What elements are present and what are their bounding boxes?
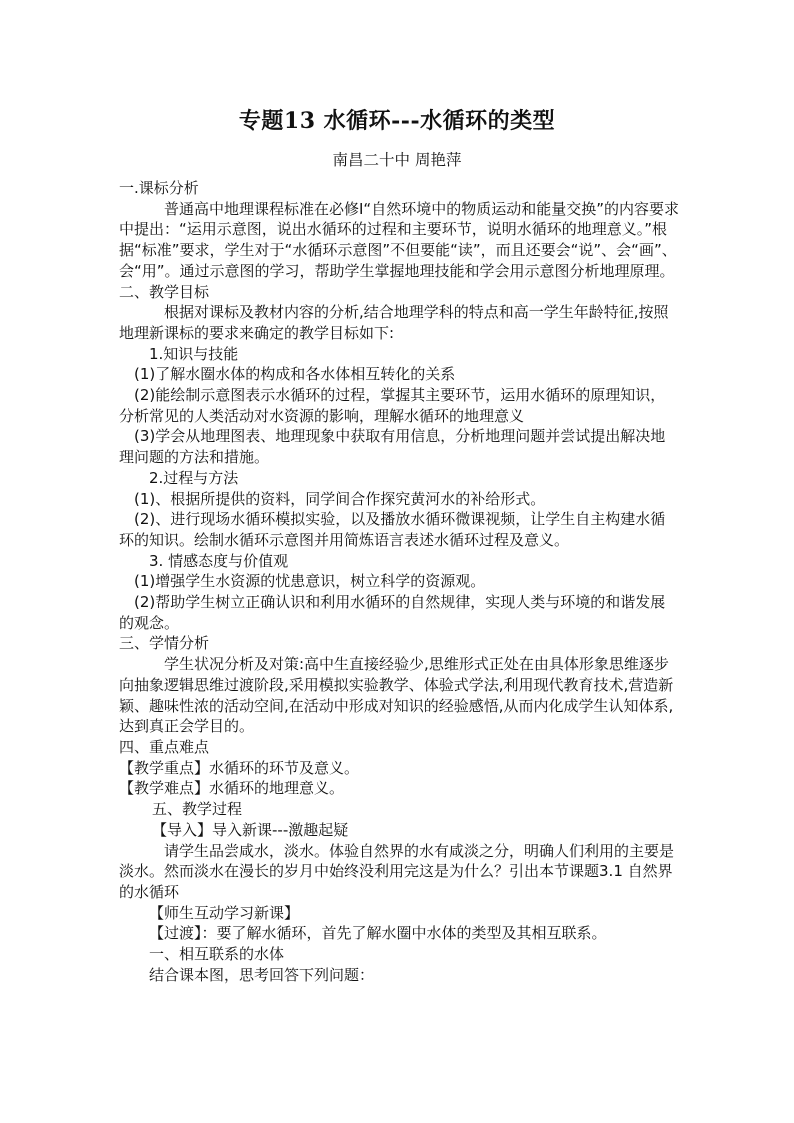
section-heading: 三、学情分析 bbox=[119, 634, 210, 653]
section-heading: 五、教学过程 bbox=[152, 800, 243, 819]
paragraph: 根据对课标及教材内容的分析,结合地理学科的特点和高一学生年龄特征,按照地理新课标的要求来确定的教学目标如下: bbox=[119, 303, 669, 342]
subsection-heading: 1.知识与技能 bbox=[149, 344, 239, 363]
author-line: 南昌二十中 周艳萍 bbox=[332, 151, 462, 169]
key-point: 【教学重点】水循环的环节及意义。 bbox=[119, 758, 360, 777]
intro-line: 【导入】导入新课---激趣起疑 bbox=[152, 820, 349, 839]
paragraph: 普通高中地理课程标准在必修Ⅰ“自然环境中的物质运动和能量交换”的内容要求中提出：“运用示意图，说出水循环的过程和主要环节，说明水循环的地理意义。”根据“标准”要求，学生对于“水循环示意图”不但要能“读”，而且还要会“说”、会“画”、会“用”。通过示意图的学习，帮助学生掌握地理技能和学会用示意图分析地理原理。 bbox=[119, 199, 679, 280]
transition-line: 【过渡】：要了解水循环，首先了解水圈中水体的类型及其相互联系。 bbox=[149, 924, 607, 943]
interaction-heading: 【师生互动学习新课】 bbox=[149, 903, 300, 922]
section-heading: 四、重点难点 bbox=[119, 737, 210, 756]
list-item: (2)帮助学生树立正确认识和利用水循环的自然规律，实现人类与环境的和谐发展的观念。 bbox=[119, 593, 666, 632]
difficult-point: 【教学难点】水循环的地理意义。 bbox=[119, 779, 345, 798]
list-item: (1)了解水圈水体的构成和各水体相互转化的关系 bbox=[134, 365, 456, 384]
paragraph: 学生状况分析及对策:高中生直接经验少,思维形式正处在由具体形象思维逐步向抽象逻辑思维过渡阶段,采用模拟实验教学、体验式学法,利用现代教育技术,营造新颖、趣味性浓的活动空间,在活动中形成对知识的经验感悟,从而内化成学生认知体系,达到真正会学目的。 bbox=[119, 655, 674, 736]
document-body bbox=[119, 178, 679, 985]
section-heading: 一.课标分析 bbox=[119, 179, 199, 197]
task-line: 结合课本图，思考回答下列问题： bbox=[149, 965, 375, 984]
paragraph: 请学生品尝咸水，淡水。体验自然界的水有咸淡之分，明确人们利用的主要是淡水。然而淡水在漫长的岁月中始终没利用完这是为什么？引出本节课题3.1 自然界的水循环 bbox=[119, 841, 675, 901]
subsection-heading: 3. 情感态度与价值观 bbox=[149, 551, 289, 570]
list-item: (3)学会从地理图表、地理现象中获取有用信息，分析地理问题并尝试提出解决地理问题的方法和措施。 bbox=[119, 427, 666, 467]
list-item: (2)、进行现场水循环模拟实验，以及播放水循环微课视频，让学生自主构建水循环的知识。绘制水循环示意图并用简炼语言表述水循环过程及意义。 bbox=[119, 510, 666, 549]
list-item: (1)增强学生水资源的忧患意识，树立科学的资源观。 bbox=[134, 572, 486, 591]
page-title: 专题13 水循环---水循环的类型 bbox=[238, 108, 556, 134]
list-item: (1)、根据所提供的资料，同学间合作探究黄河水的补给形式。 bbox=[134, 489, 546, 508]
section-heading: 二、教学目标 bbox=[119, 282, 210, 301]
list-item: (2)能绘制示意图表示水循环的过程，掌握其主要环节，运用水循环的原理知识，分析常见的人类活动对水资源的影响，理解水循环的地理意义 bbox=[119, 386, 666, 425]
subsection-heading: 2.过程与方法 bbox=[149, 468, 239, 487]
subsection-heading: 一、相互联系的水体 bbox=[149, 945, 285, 964]
